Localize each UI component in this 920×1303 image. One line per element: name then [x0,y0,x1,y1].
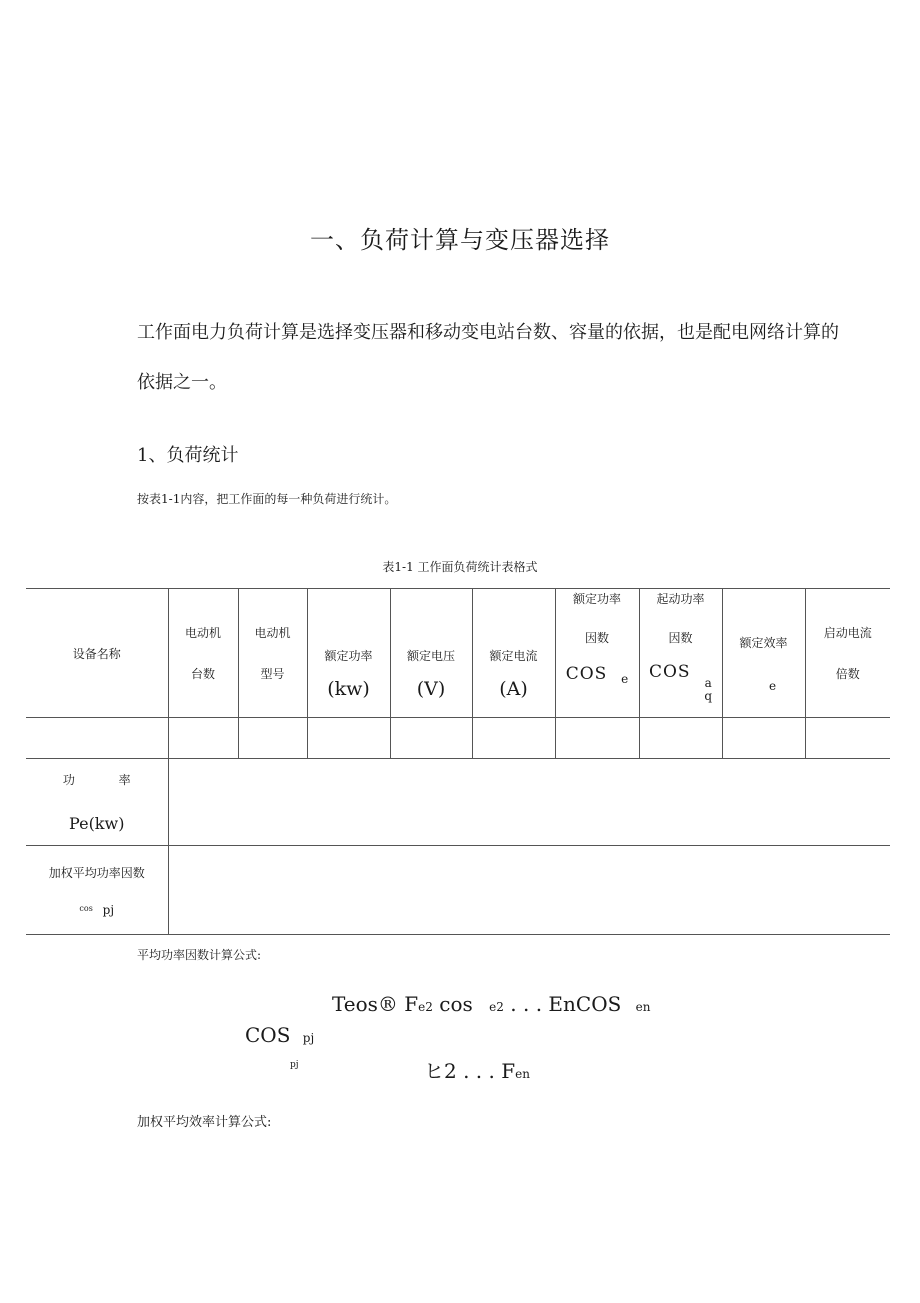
table-cell [26,718,168,759]
formula-text: cos [432,992,480,1016]
formula-subscript: e2 [418,1000,433,1014]
subscript: e [768,678,777,693]
header-text: 额定效率 [739,635,788,650]
table-cell [238,718,307,759]
table-cell [390,718,472,759]
header-text: 因数 [668,631,693,645]
header-text: 额定功率 [324,648,373,663]
header-text: 倍数 [835,667,860,681]
header-text: 电动机 [254,626,291,640]
pf-pj-symbol: pj [102,902,115,917]
header-start-current-multiple [805,589,890,718]
power-label-a: 功 [62,773,75,787]
power-value-cell [168,759,890,846]
formula-subscript: en [515,1067,530,1081]
table-cell [639,718,722,759]
formula-text: ヒ2 . . . F [424,1059,516,1083]
section-heading: 1、负荷统计 [137,445,239,466]
header-text: 启动电流 [823,626,872,640]
formula-small-pj: pj [290,1060,299,1070]
pf-label-cell [26,846,168,935]
weighted-pf-row [26,846,890,935]
table-header-row [26,589,890,718]
header-unit: (kw) [327,677,370,700]
paragraph-line-2: 依据之一。 [137,372,227,393]
formula-text: COS [245,1023,297,1047]
pf-label: 加权平均功率因数 [48,865,145,880]
power-label-b: 率 [118,773,131,787]
table-cell [555,718,639,759]
efficiency-formula-label: 加权平均效率计算公式: [137,1115,272,1130]
load-statistics-table [26,588,890,935]
header-text: 台数 [190,667,215,681]
formula-lhs [245,1023,314,1047]
table-cell [307,718,390,759]
header-text: 因数 [584,631,609,645]
paragraph-line-1: 工作面电力负荷计算是选择变压器和移动变电站台数、容量的依据，也是配电网络计算的 [137,322,839,343]
formula-text: Teos® F [332,992,419,1016]
formula-denominator [424,1055,530,1084]
subscript: a [704,676,712,690]
table-cell [722,718,805,759]
subscript: q [704,689,713,703]
header-start-power-factor [639,589,722,718]
power-row [26,759,890,846]
header-unit: (V) [416,677,446,700]
formula-subscript: pj [302,1031,315,1045]
header-motor-model [238,589,307,718]
header-text: 额定功率 [572,592,621,606]
subscript: e [621,672,629,686]
header-text: 起动功率 [656,592,705,606]
pf-cos-symbol: cos [79,903,93,913]
cos-symbol: COS [648,662,691,682]
header-unit: (A) [499,677,528,700]
header-motor-count [168,589,238,718]
table-cell [805,718,890,759]
table-cell [168,718,238,759]
table-caption: 表1-1 工作面负荷统计表格式 [382,560,538,574]
page-title: 一、负荷计算与变压器选择 [310,226,610,254]
power-label-cell [26,759,168,846]
header-device-name-text: 设备名称 [72,646,121,661]
section-intro: 按表1-1内容，把工作面的每一种负荷进行统计。 [137,492,397,506]
pf-value-cell [168,846,890,935]
pf-formula-label: 平均功率因数计算公式: [137,948,262,962]
header-rated-voltage [390,589,472,718]
header-text: 型号 [260,667,285,681]
cos-symbol: COS [565,664,608,684]
header-text: 电动机 [184,626,221,640]
formula-numerator [332,992,651,1016]
header-device-name [26,589,168,718]
formula-text: . . . EnCOS [503,992,628,1016]
power-label-unit: Pe(kw) [69,814,125,833]
table-row [26,718,890,759]
header-rated-current [472,589,555,718]
header-rated-power [307,589,390,718]
formula-subscript: e2 [489,1000,504,1014]
header-rated-power-factor [555,589,639,718]
header-text: 额定电流 [489,648,538,663]
header-text: 额定电压 [406,648,455,663]
header-rated-efficiency [722,589,805,718]
formula-subscript: en [635,1000,651,1014]
table-cell [472,718,555,759]
